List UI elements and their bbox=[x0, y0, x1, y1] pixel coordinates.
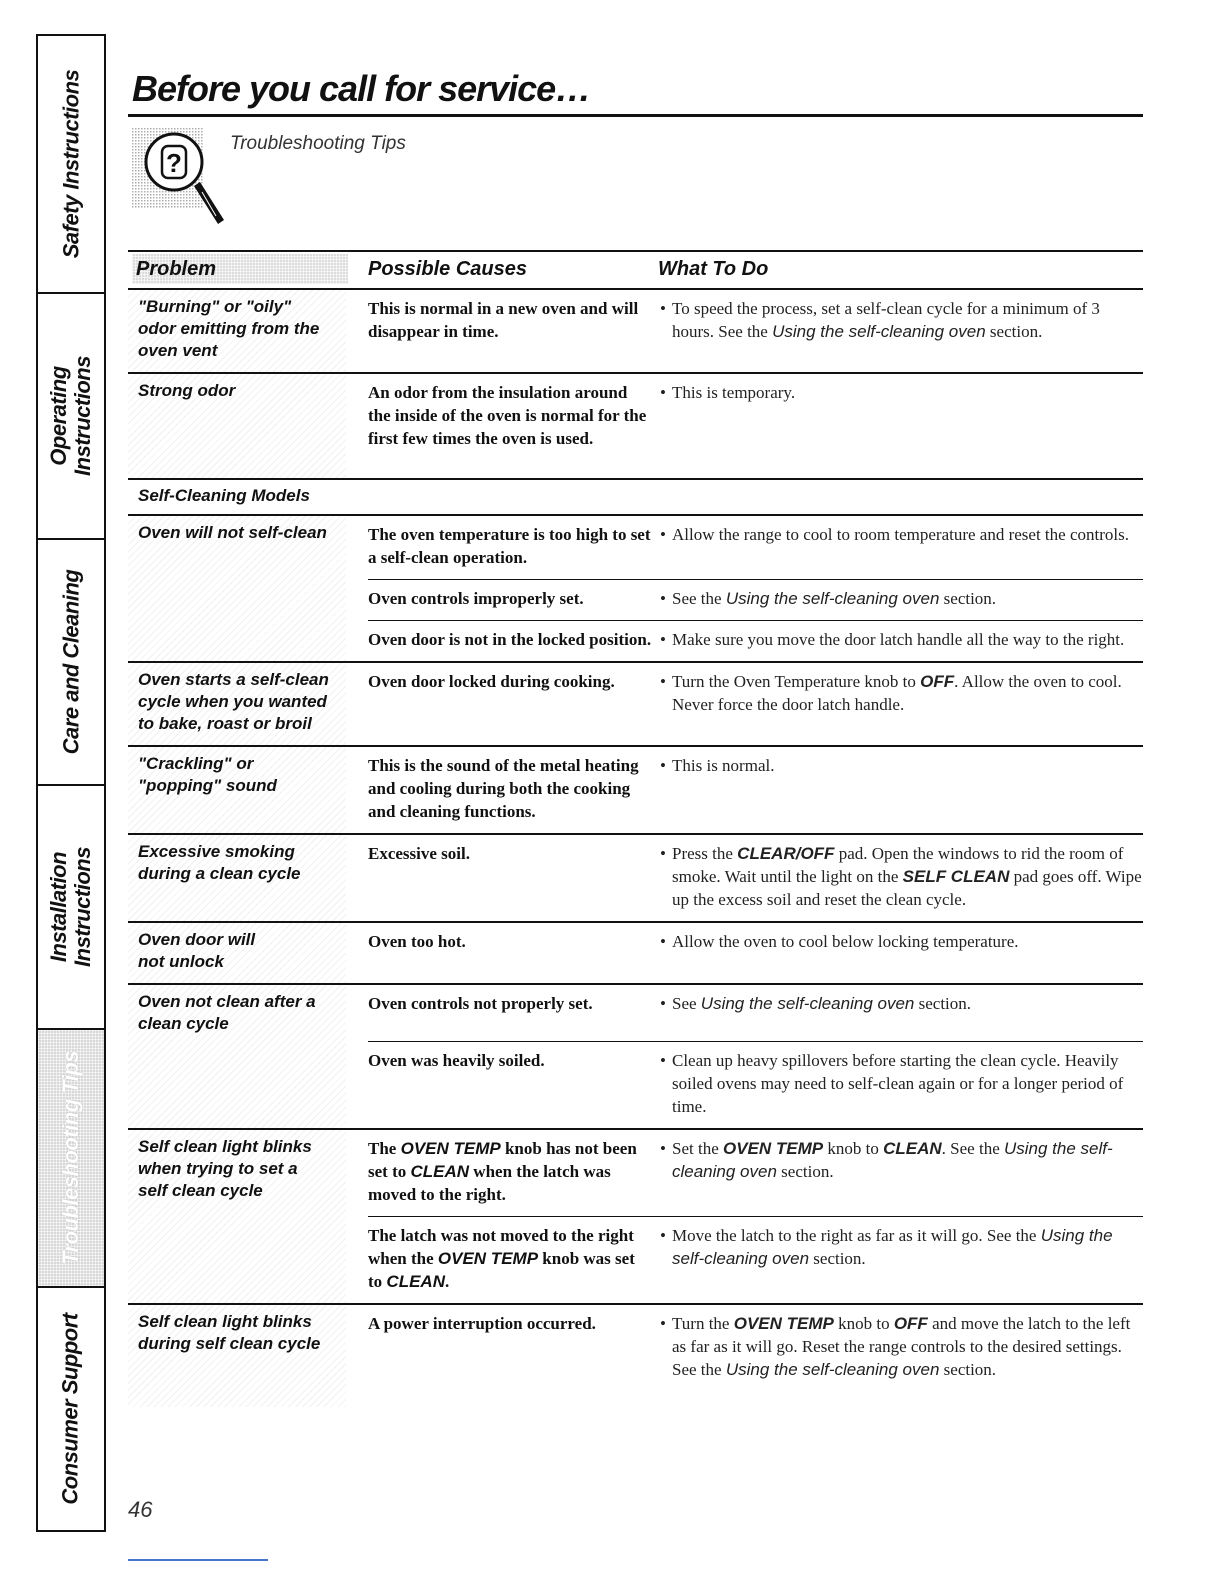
control-name: OFF bbox=[893, 1314, 928, 1333]
column-header-possible-causes: Possible Causes bbox=[368, 258, 527, 280]
table-row bbox=[128, 747, 1143, 835]
todo-cell: • Make sure you move the door latch handle all the way to the right. bbox=[658, 628, 1143, 651]
tab-consumer-support[interactable] bbox=[38, 1288, 104, 1530]
table-row bbox=[128, 923, 1143, 985]
todo-cell: • Allow the oven to cool below locking temperature. bbox=[658, 930, 1143, 953]
todo-cell: • Press the CLEAR/OFF pad. Open the windows to rid the room of smoke. Wait until the light on the SELF CLEAN pad goes off. Wipe up the excess soil and reset the clean cycle. bbox=[658, 842, 1143, 911]
section-subtitle: Troubleshooting Tips bbox=[230, 133, 406, 154]
tab-label: Safety Instructions bbox=[58, 69, 84, 259]
section-tab-strip bbox=[36, 34, 106, 1532]
title-divider bbox=[128, 114, 1143, 117]
control-name: CLEAR/OFF bbox=[737, 844, 835, 863]
table-row bbox=[128, 1130, 1143, 1305]
table-row bbox=[128, 835, 1143, 923]
cause-cell: The oven temperature is too high to set a self-clean operation. bbox=[368, 525, 651, 567]
problem-cell: Excessive smoking during a clean cycle bbox=[128, 835, 346, 921]
tab-care-and-cleaning[interactable] bbox=[38, 540, 104, 786]
cause-cell: The latch was not moved to the right when the OVEN TEMP knob was set to CLEAN. bbox=[368, 1226, 635, 1291]
cause-cell: This is normal in a new oven and will disappear in time. bbox=[368, 299, 639, 341]
problem-cell: Oven will not self-clean bbox=[128, 516, 346, 661]
table-subheader: Self-Cleaning Models bbox=[128, 480, 1143, 516]
cause-cell: Excessive soil. bbox=[368, 844, 470, 863]
cause-cell: The OVEN TEMP knob has not been set to CLEAN when the latch was moved to the right. bbox=[368, 1139, 637, 1204]
todo-cell: • To speed the process, set a self-clean cycle for a minimum of 3 hours. See the Using the self-cleaning oven section. bbox=[658, 297, 1143, 343]
problem-cell: Oven door will not unlock bbox=[128, 923, 346, 983]
control-name: OVEN TEMP bbox=[733, 1314, 834, 1333]
column-header-what-to-do: What To Do bbox=[658, 258, 769, 280]
section-reference: Using the self-cleaning oven bbox=[772, 322, 986, 341]
section-reference: Using the self-cleaning oven bbox=[672, 1139, 1113, 1181]
column-header-problem: Problem bbox=[132, 254, 348, 284]
cause-cell: Oven door locked during cooking. bbox=[368, 672, 615, 691]
tab-label: Troubleshooting Tips bbox=[58, 1050, 84, 1266]
tab-installation-instructions[interactable] bbox=[38, 786, 104, 1030]
problem-cell: Oven not clean after a clean cycle bbox=[128, 985, 346, 1128]
control-name: CLEAN bbox=[410, 1162, 470, 1181]
control-name: OVEN TEMP bbox=[723, 1139, 824, 1158]
tab-label bbox=[47, 356, 95, 476]
page-title: Before you call for service… bbox=[132, 68, 591, 109]
todo-cell: • Clean up heavy spillovers before starting the clean cycle. Heavily soiled ovens may need to self-clean again or for a longer period of time. bbox=[658, 1049, 1143, 1118]
tab-label-line1: Operating bbox=[46, 366, 71, 466]
todo-cell: • See Using the self-cleaning oven section. bbox=[658, 992, 1143, 1015]
tab-operating-instructions[interactable] bbox=[38, 294, 104, 540]
control-name: OFF bbox=[920, 672, 955, 691]
table-row bbox=[128, 516, 1143, 663]
table-row bbox=[128, 1305, 1143, 1407]
table-row bbox=[128, 985, 1143, 1130]
control-name: OVEN TEMP bbox=[400, 1139, 501, 1158]
problem-cell: "Burning" or "oily" odor emitting from the oven vent bbox=[128, 290, 346, 372]
control-name: CLEAN bbox=[386, 1272, 445, 1291]
table-header-row bbox=[128, 252, 1143, 290]
todo-cell: • Turn the OVEN TEMP knob to OFF and move the latch to the left as far as it will go. Reset the range controls to the desired settings. See the Using the self-cleaning oven section. bbox=[658, 1312, 1143, 1381]
question-mark-glyph: ? bbox=[166, 148, 182, 178]
todo-cell: • This is temporary. bbox=[658, 381, 1143, 450]
cause-cell: A power interruption occurred. bbox=[368, 1314, 596, 1333]
magnifier-question-icon bbox=[132, 128, 228, 232]
page-number: 46 bbox=[128, 1497, 153, 1522]
section-reference: Using the self-cleaning oven bbox=[672, 1226, 1113, 1268]
section-reference: Using the self-cleaning oven bbox=[725, 1360, 940, 1379]
todo-cell: • See the Using the self-cleaning oven section. bbox=[658, 587, 1143, 610]
tab-label: Care and Cleaning bbox=[58, 569, 83, 755]
footer-accent-rule bbox=[128, 1559, 268, 1561]
problem-cell: "Crackling" or "popping" sound bbox=[128, 747, 346, 833]
section-reference: Using the self-cleaning oven bbox=[725, 589, 940, 608]
cause-cell: Oven controls not properly set. bbox=[368, 994, 593, 1013]
table-row bbox=[128, 663, 1143, 747]
problem-cell: Self clean light blinks during self clean cycle bbox=[128, 1305, 346, 1407]
control-name: OVEN TEMP bbox=[437, 1249, 539, 1268]
cause-cell: This is the sound of the metal heating and cooling during both the cooking and cleaning functions. bbox=[368, 756, 639, 821]
problem-cell: Self clean light blinks when trying to set a self clean cycle bbox=[128, 1130, 346, 1303]
cause-cell: Oven was heavily soiled. bbox=[368, 1051, 545, 1070]
table-row bbox=[128, 374, 1143, 480]
tab-label: Consumer Support bbox=[58, 1313, 84, 1505]
todo-cell: • Allow the range to cool to room temperature and reset the controls. bbox=[658, 523, 1143, 569]
cause-cell: Oven too hot. bbox=[368, 932, 466, 951]
tab-label-line1: Installation bbox=[46, 851, 71, 963]
control-name: SELF CLEAN bbox=[902, 867, 1010, 886]
cause-cell: Oven controls improperly set. bbox=[368, 589, 584, 608]
tab-troubleshooting-tips[interactable] bbox=[38, 1030, 104, 1288]
todo-cell: • This is normal. bbox=[658, 754, 1143, 823]
table-row bbox=[128, 290, 1143, 374]
problem-cell: Oven starts a self-clean cycle when you wanted to bake, roast or broil bbox=[128, 663, 346, 745]
problem-cell: Strong odor bbox=[128, 374, 346, 478]
tab-label bbox=[47, 847, 95, 967]
tab-label-line2: Instructions bbox=[70, 847, 95, 967]
tab-label-line2: Instructions bbox=[70, 356, 95, 476]
todo-cell: • Set the OVEN TEMP knob to CLEAN. See the Using the self-cleaning oven section. bbox=[658, 1137, 1143, 1206]
control-name: CLEAN bbox=[883, 1139, 942, 1158]
todo-cell: • Move the latch to the right as far as it will go. See the Using the self-cleaning oven section. bbox=[658, 1224, 1143, 1293]
cause-cell: An odor from the insulation around the inside of the oven is normal for the first few times the oven is used. bbox=[368, 383, 647, 448]
troubleshooting-table bbox=[128, 250, 1143, 1407]
todo-cell: • Turn the Oven Temperature knob to OFF. Allow the oven to cool. Never force the door latch handle. bbox=[658, 670, 1143, 716]
cause-cell: Oven door is not in the locked position. bbox=[368, 630, 652, 649]
section-reference: Using the self-cleaning oven bbox=[700, 994, 915, 1013]
tab-safety-instructions[interactable] bbox=[38, 36, 104, 294]
